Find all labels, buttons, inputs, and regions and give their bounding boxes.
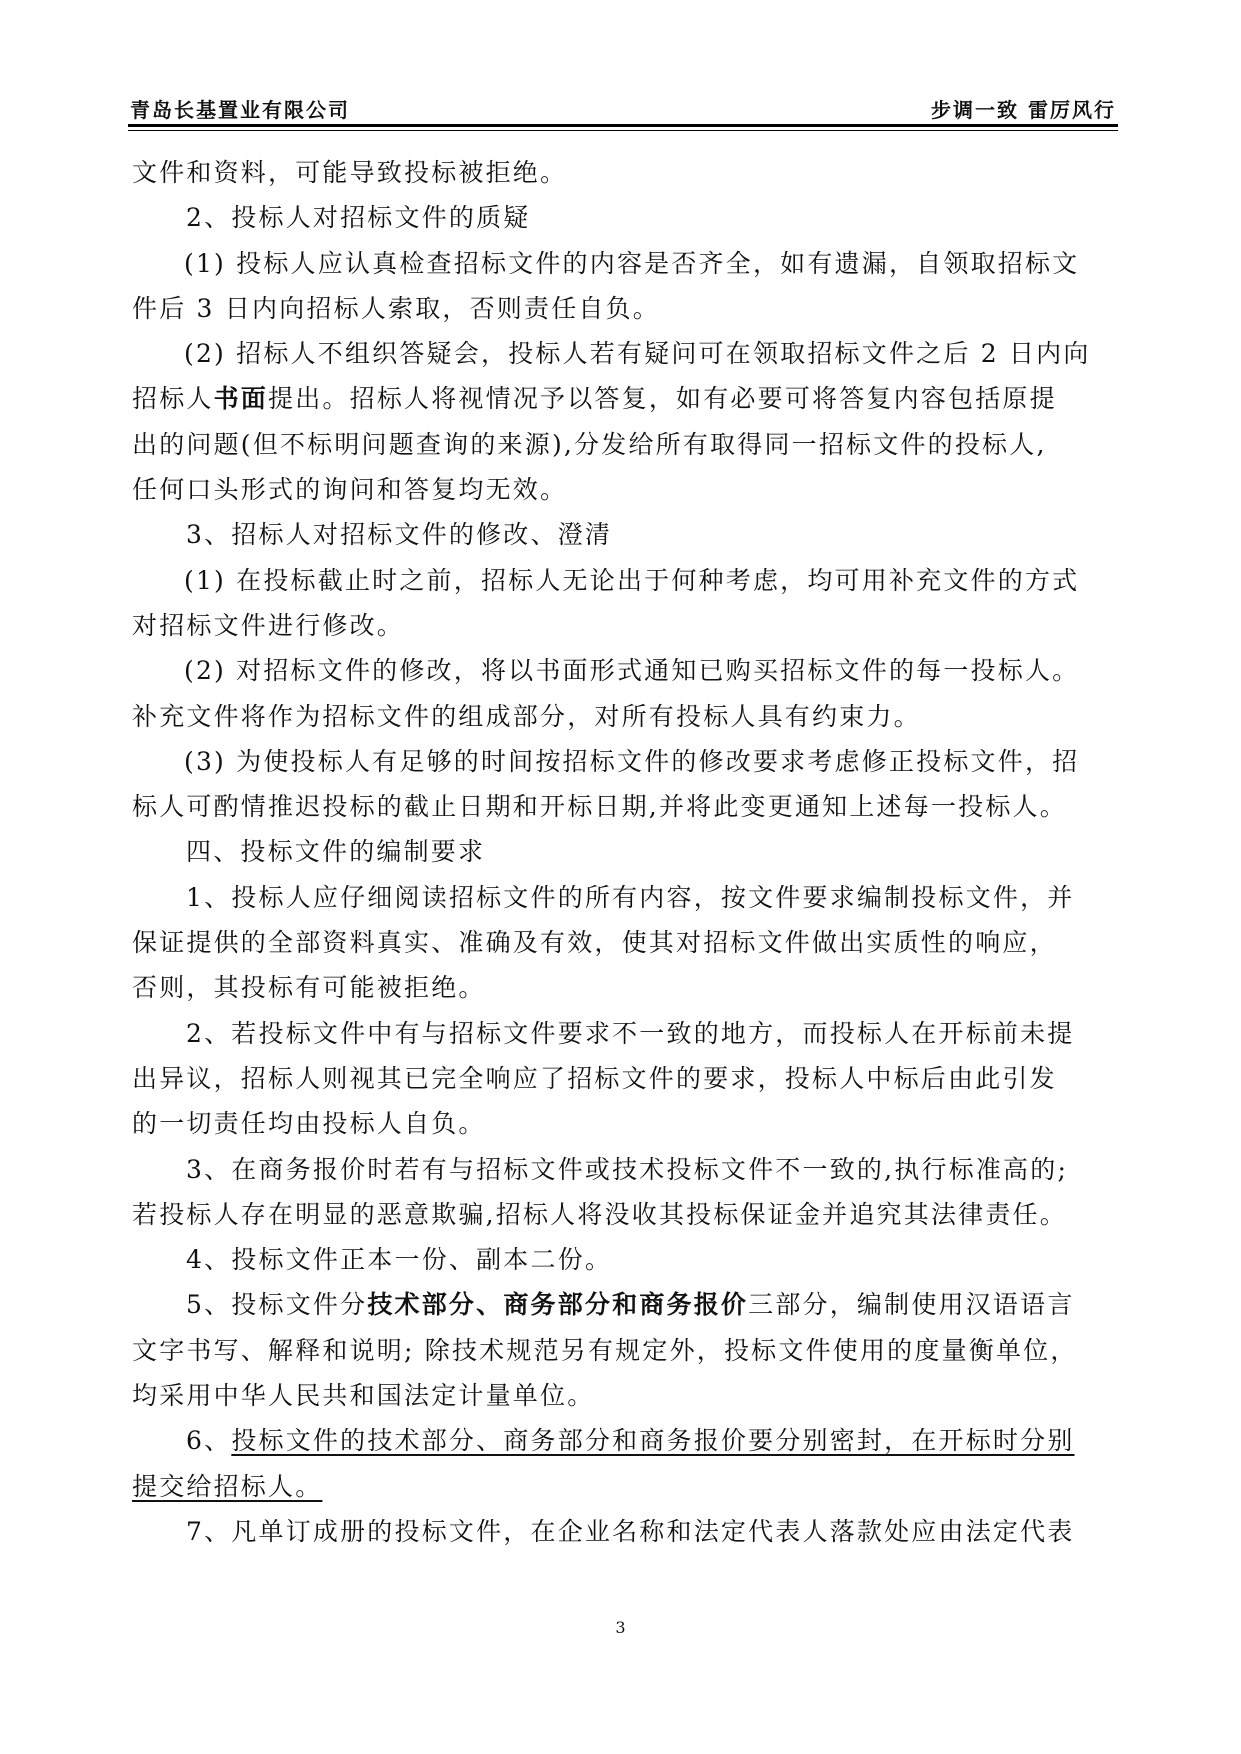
header-rule xyxy=(128,130,1118,131)
text-line: (1) 在投标截止时之前，招标人无论出于何种考虑，均可用补充文件的方式 xyxy=(184,565,1080,595)
text-line: (2) 对招标文件的修改，将以书面形式通知已购买招标文件的每一投标人。 xyxy=(184,656,1080,686)
text-line: 补充文件将作为招标文件的组成部分，对所有投标人具有约束力。 xyxy=(132,701,921,731)
page-number: 3 xyxy=(615,1618,626,1637)
text-line: 若投标人存在明显的恶意欺骗,招标人将没收其投标保证金并追究其法律责任。 xyxy=(132,1199,1067,1229)
text-line: 出的问题(但不标明问题查询的来源),分发给所有取得同一招标文件的投标人, xyxy=(132,429,1047,459)
section-heading: 四、投标文件的编制要求 xyxy=(186,837,486,867)
text-line: 保证提供的全部资料真实、准确及有效，使其对招标文件做出实质性的响应， xyxy=(132,928,1057,958)
text-line: 3、招标人对招标文件的修改、澄清 xyxy=(186,520,613,550)
header-slogan: 步调一致 雷厉风行 xyxy=(931,98,1116,122)
text-line: 的一切责任均由投标人自负。 xyxy=(132,1109,486,1139)
text-line: 3、在商务报价时若有与招标文件或技术投标文件不一致的,执行标准高的; xyxy=(186,1154,1069,1184)
text-line: (2) 招标人不组织答疑会，投标人若有疑问可在领取招标文件之后 2 日内向 xyxy=(184,339,1091,369)
text-line: 文字书写、解释和说明; 除技术规范另有规定外，投标文件使用的度量衡单位， xyxy=(132,1335,1078,1365)
text-line: (1) 投标人应认真检查招标文件的内容是否齐全，如有遗漏，自领取招标文 xyxy=(184,248,1080,278)
text-line: 否则，其投标有可能被拒绝。 xyxy=(132,973,486,1003)
text-line: 2、若投标文件中有与招标文件要求不一致的地方，而投标人在开标前未提 xyxy=(186,1018,1075,1048)
document-body xyxy=(132,150,1122,1554)
text-line xyxy=(132,1464,1122,1509)
text-line: 对招标文件进行修改。 xyxy=(132,610,405,640)
text-line: 均采用中华人民共和国法定计量单位。 xyxy=(132,1381,595,1411)
text-line: 6、投标文件的技术部分、商务部分和商务报价要分别密封，在开标时分别 xyxy=(186,1426,1075,1456)
text-line: 2、投标人对招标文件的质疑 xyxy=(186,203,531,233)
bold-text: 技术部分、商务部分和商务报价 xyxy=(367,1290,749,1320)
bold-text: 书面 xyxy=(213,384,269,414)
page-header xyxy=(128,88,1118,127)
text-line: 5、投标文件分技术部分、商务部分和商务报价三部分，编制使用汉语语言 xyxy=(186,1290,1075,1320)
underlined-text: 提交给招标人。 xyxy=(132,1471,323,1501)
text-line: 任何口头形式的询问和答复均无效。 xyxy=(132,475,568,505)
text-line: 文件和资料，可能导致投标被拒绝。 xyxy=(132,158,568,187)
underlined-text: 投标文件的技术部分、商务部分和商务报价要分别密封，在开标时分别 xyxy=(231,1426,1075,1456)
text-line: 4、投标文件正本一份、副本二份。 xyxy=(186,1245,613,1275)
text-line: (3) 为使投标人有足够的时间按招标文件的修改要求考虑修正投标文件，招 xyxy=(184,746,1080,776)
text-line: 出异议，招标人则视其已完全响应了招标文件的要求，投标人中标后由此引发 xyxy=(132,1063,1057,1093)
text-line: 标人可酌情推迟投标的截止日期和开标日期,并将此变更通知上述每一投标人。 xyxy=(132,792,1067,822)
text-line: 1、投标人应仔细阅读招标文件的所有内容，按文件要求编制投标文件，并 xyxy=(186,882,1075,912)
text-line: 招标人书面提出。招标人将视情况予以答复，如有必要可将答复内容包括原提 xyxy=(132,384,1057,414)
header-company: 青岛长基置业有限公司 xyxy=(130,98,350,122)
text-line: 件后 3 日内向招标人索取，否则责任自负。 xyxy=(132,293,661,323)
text-line: 7、凡单订成册的投标文件，在企业名称和法定代表人落款处应由法定代表 xyxy=(186,1516,1075,1546)
